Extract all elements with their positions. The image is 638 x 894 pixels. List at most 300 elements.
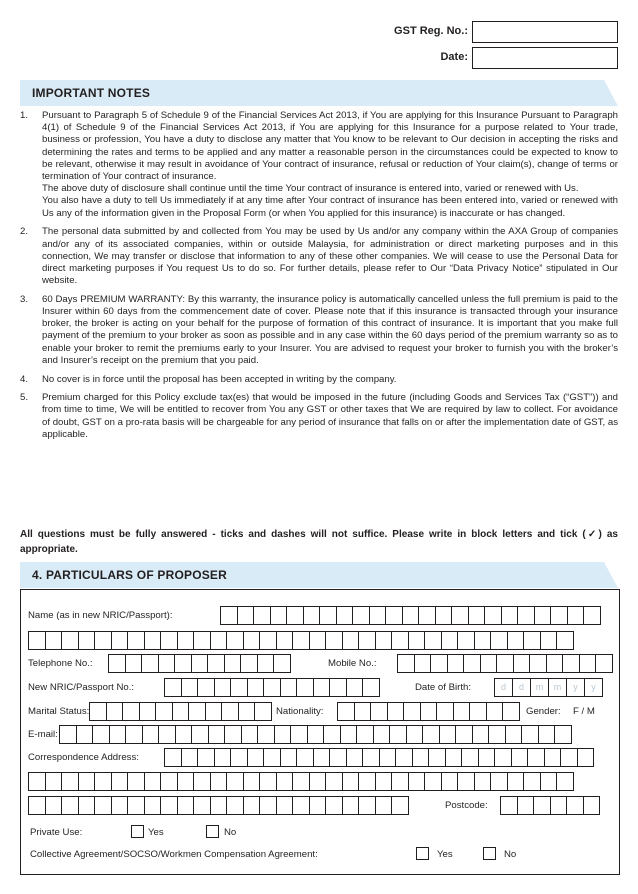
character-box[interactable] [238, 702, 256, 721]
character-box[interactable] [546, 654, 564, 673]
note-number: 1. [20, 110, 29, 121]
character-box[interactable] [224, 654, 242, 673]
character-box[interactable] [253, 606, 271, 625]
character-box[interactable] [214, 748, 232, 767]
date-label: Date: [440, 51, 468, 63]
character-box[interactable] [276, 631, 294, 650]
note-item [20, 226, 618, 287]
character-box[interactable] [424, 631, 442, 650]
character-box[interactable] [397, 654, 415, 673]
private-use-no-checkbox[interactable] [206, 825, 219, 838]
character-box[interactable] [61, 772, 79, 791]
character-box[interactable] [579, 654, 597, 673]
dob-cell[interactable]: d [494, 678, 513, 697]
proposer-section-title: 4. PARTICULARS OF PROPOSER [32, 568, 227, 582]
note-item [20, 110, 618, 220]
character-box[interactable] [550, 606, 568, 625]
character-box[interactable] [257, 654, 275, 673]
character-box[interactable] [141, 654, 159, 673]
character-box[interactable] [389, 725, 407, 744]
character-box[interactable] [340, 725, 358, 744]
character-box[interactable] [28, 796, 46, 815]
character-box[interactable] [463, 654, 481, 673]
character-box[interactable] [108, 654, 126, 673]
character-box[interactable] [224, 725, 242, 744]
character-box[interactable] [76, 725, 94, 744]
character-box[interactable] [362, 678, 380, 697]
character-box[interactable] [375, 772, 393, 791]
collective-yes-checkbox[interactable] [416, 847, 429, 860]
character-box[interactable] [408, 631, 426, 650]
character-box[interactable] [534, 606, 552, 625]
instructions-warning: All questions must be fully answered - ticks and dashes will not suffice. Please write in block letters and tick (✓) as appropriate. [20, 529, 618, 555]
character-box[interactable] [292, 796, 310, 815]
character-box[interactable] [274, 725, 292, 744]
character-box[interactable] [94, 772, 112, 791]
character-box[interactable] [403, 702, 421, 721]
character-box[interactable] [94, 631, 112, 650]
character-box[interactable] [441, 772, 459, 791]
character-box[interactable] [78, 631, 96, 650]
character-box[interactable] [325, 796, 343, 815]
character-box[interactable] [490, 772, 508, 791]
note-paragraph: Premium charged for this Policy exclude tax(es) that would be imposed in the future (including Goods and Services Tax (“GST”)) and from time to time, We will be entitled to recover from You any GST or other taxes that We are required by law to collect. For avoidance of doubt, GST on a pro-rata basis will be chargeable for any period of insurance that falls on or after the implementation date of GST, as applicable. [42, 392, 618, 440]
character-box[interactable] [45, 772, 63, 791]
character-box[interactable] [502, 702, 520, 721]
character-box[interactable] [484, 606, 502, 625]
character-box[interactable] [455, 725, 473, 744]
dob-cell[interactable]: y [566, 678, 585, 697]
character-box[interactable] [354, 702, 372, 721]
character-box[interactable] [237, 606, 255, 625]
character-box[interactable] [418, 606, 436, 625]
character-box[interactable] [290, 725, 308, 744]
note-paragraph: The personal data submitted by and collected from You may be used by Us and/or any company within the AXA Group of companies and/or any of its associated companies, within or outside Malaysia, for administration or direct marketing purposes and in this connection, We may transfer or disclose that information to any of these other companies. We will cease to use the Personal Data for direct marketing purposes if You request Us to do so. For further details, please refer to Our “Data Privacy Notice” stipulated in Our website. [42, 226, 618, 287]
note-item [20, 374, 618, 386]
dob-cell[interactable]: m [530, 678, 549, 697]
character-box[interactable] [280, 678, 298, 697]
character-box[interactable] [447, 654, 465, 673]
character-box[interactable] [507, 772, 525, 791]
private-use-yes-label: Yes [148, 827, 164, 838]
address-boxes-row3[interactable] [28, 796, 408, 815]
character-box[interactable] [583, 606, 601, 625]
note-paragraph: 60 Days PREMIUM WARRANTY: By this warranty, the insurance policy is automatically cancelled unless the full premium is paid to the Insurer within 60 days from the commencement date of cover. Please note that if this insurance is transacted through your insurance broker, the broker is acting on your behalf for the purpose of formation of this contract of insurance. It is important that you make full payment of the premium to your broker as soon as possible and in any case within the 60 days period of the premium warranty so as to enable your broker to remit the premiums early to your Insurer. You are advised to request your broker to furnish you with the broker’s and Insurer’s receipt on the premium that you paid. [42, 293, 618, 366]
character-box[interactable] [191, 654, 209, 673]
mobile-boxes[interactable] [397, 654, 612, 673]
note-item [20, 294, 618, 367]
character-box[interactable] [296, 748, 314, 767]
character-box[interactable] [243, 796, 261, 815]
gender-options[interactable]: F / M [573, 706, 595, 717]
character-box[interactable] [595, 654, 613, 673]
character-box[interactable] [420, 702, 438, 721]
character-box[interactable] [567, 606, 585, 625]
character-box[interactable] [544, 748, 562, 767]
character-box[interactable] [313, 678, 331, 697]
character-box[interactable] [346, 678, 364, 697]
character-box[interactable] [385, 606, 403, 625]
character-box[interactable] [28, 772, 46, 791]
character-box[interactable] [111, 772, 129, 791]
character-box[interactable] [139, 702, 157, 721]
important-notes-title: IMPORTANT NOTES [32, 86, 151, 100]
gst-reg-row [0, 21, 638, 43]
nric-label: New NRIC/Passport No.: [28, 682, 135, 693]
character-box[interactable] [550, 796, 568, 815]
character-box[interactable] [303, 606, 321, 625]
character-box[interactable] [501, 606, 519, 625]
character-box[interactable] [566, 796, 584, 815]
character-box[interactable] [309, 631, 327, 650]
character-box[interactable] [325, 772, 343, 791]
character-box[interactable] [241, 725, 259, 744]
dob-cell[interactable]: d [512, 678, 531, 697]
character-box[interactable] [122, 702, 140, 721]
character-box[interactable] [144, 772, 162, 791]
character-box[interactable] [468, 606, 486, 625]
character-box[interactable] [556, 772, 574, 791]
character-box[interactable] [230, 748, 248, 767]
character-box[interactable] [197, 748, 215, 767]
nationality-boxes[interactable] [337, 702, 519, 721]
proposer-form [20, 589, 620, 875]
character-box[interactable] [111, 796, 129, 815]
mobile-label: Mobile No.: [328, 658, 377, 669]
character-box[interactable] [441, 631, 459, 650]
character-box[interactable] [523, 772, 541, 791]
character-box[interactable] [28, 631, 46, 650]
character-box[interactable] [160, 631, 178, 650]
character-box[interactable] [59, 725, 77, 744]
character-box[interactable] [373, 725, 391, 744]
character-box[interactable] [197, 678, 215, 697]
character-box[interactable] [439, 725, 457, 744]
character-box[interactable] [144, 631, 162, 650]
character-box[interactable] [226, 796, 244, 815]
character-box[interactable] [505, 725, 523, 744]
name-boxes-row1[interactable] [220, 606, 600, 625]
note-number: 5. [20, 392, 29, 404]
note-paragraph: Pursuant to Paragraph 5 of Schedule 9 of the Financial Services Act 2013, if You are applying for this Insurance Pursuant to Paragraph 4(1) of Schedule 9 of the Financial Services Act 2013, if You are applying for this Insurance for a purpose related to Your trade, business or profession, You have a duty to disclose any matter that You know to be relevant to Our decision in accepting the risks and determining the rates and terms to be applied and any matter a reasonable person in the circumstances could be expected to know to be relevant, otherwise it may result in avoidance of Your contract of insurance, refusal or reduction of Your claim(s), change of terms or termination of Your contract of insurance. [42, 110, 618, 183]
marital-status-boxes[interactable] [89, 702, 271, 721]
character-box[interactable] [172, 702, 190, 721]
email-boxes[interactable] [59, 725, 571, 744]
character-box[interactable] [111, 631, 129, 650]
character-box[interactable] [358, 796, 376, 815]
note-number: 4. [20, 373, 29, 385]
character-box[interactable] [453, 702, 471, 721]
character-box[interactable] [480, 654, 498, 673]
character-box[interactable] [175, 725, 193, 744]
character-box[interactable] [313, 748, 331, 767]
character-box[interactable] [220, 606, 238, 625]
address-boxes-row1[interactable] [164, 748, 593, 767]
nationality-label: Nationality: [276, 706, 324, 717]
character-box[interactable] [478, 748, 496, 767]
character-box[interactable] [109, 725, 127, 744]
character-box[interactable] [370, 702, 388, 721]
character-box[interactable] [263, 748, 281, 767]
character-box[interactable] [358, 772, 376, 791]
character-box[interactable] [208, 725, 226, 744]
character-box[interactable] [358, 631, 376, 650]
collective-agreement-label: Collective Agreement/SOCSO/Workmen Compensation Agreement: [30, 849, 318, 860]
character-box[interactable] [523, 631, 541, 650]
character-box[interactable] [181, 678, 199, 697]
character-box[interactable] [280, 748, 298, 767]
postcode-boxes[interactable] [500, 796, 599, 815]
character-box[interactable] [428, 748, 446, 767]
character-box[interactable] [158, 654, 176, 673]
character-box[interactable] [540, 772, 558, 791]
character-box[interactable] [296, 678, 314, 697]
character-box[interactable] [193, 631, 211, 650]
character-box[interactable] [127, 772, 145, 791]
character-box[interactable] [160, 772, 178, 791]
character-box[interactable] [207, 654, 225, 673]
character-box[interactable] [461, 748, 479, 767]
character-box[interactable] [362, 748, 380, 767]
character-box[interactable] [538, 725, 556, 744]
character-box[interactable] [457, 772, 475, 791]
character-box[interactable] [391, 796, 409, 815]
character-box[interactable] [457, 631, 475, 650]
character-box[interactable] [369, 606, 387, 625]
character-box[interactable] [226, 631, 244, 650]
character-box[interactable] [155, 702, 173, 721]
character-box[interactable] [188, 702, 206, 721]
character-box[interactable] [309, 796, 327, 815]
character-box[interactable] [270, 606, 288, 625]
character-box[interactable] [177, 631, 195, 650]
character-box[interactable] [583, 796, 601, 815]
note-item [20, 392, 618, 441]
character-box[interactable] [78, 796, 96, 815]
character-box[interactable] [517, 796, 535, 815]
character-box[interactable] [142, 725, 160, 744]
character-box[interactable] [125, 725, 143, 744]
character-box[interactable] [445, 748, 463, 767]
character-box[interactable] [94, 796, 112, 815]
character-box[interactable] [45, 631, 63, 650]
character-box[interactable] [230, 678, 248, 697]
character-box[interactable] [560, 748, 578, 767]
proposer-section-banner [20, 562, 618, 588]
character-box[interactable] [240, 654, 258, 673]
character-box[interactable] [486, 702, 504, 721]
character-box[interactable] [521, 725, 539, 744]
character-box[interactable] [160, 796, 178, 815]
character-box[interactable] [507, 631, 525, 650]
private-use-label: Private Use: [30, 827, 83, 838]
character-box[interactable] [263, 678, 281, 697]
character-box[interactable] [406, 725, 424, 744]
character-box[interactable] [451, 606, 469, 625]
name-label: Name (as in new NRIC/Passport): [28, 610, 173, 621]
character-box[interactable] [342, 796, 360, 815]
character-box[interactable] [529, 654, 547, 673]
character-box[interactable] [408, 772, 426, 791]
address-boxes-row2[interactable] [28, 772, 573, 791]
character-box[interactable] [292, 631, 310, 650]
character-box[interactable] [513, 654, 531, 673]
character-box[interactable] [78, 772, 96, 791]
character-box[interactable] [259, 631, 277, 650]
character-box[interactable] [193, 772, 211, 791]
character-box[interactable] [554, 725, 572, 744]
character-box[interactable] [210, 772, 228, 791]
character-box[interactable] [276, 772, 294, 791]
character-box[interactable] [127, 631, 145, 650]
character-box[interactable] [164, 678, 182, 697]
character-box[interactable] [342, 631, 360, 650]
note-paragraph: The above duty of disclosure shall continue until the time Your contract of insurance is entered into, varied or renewed with Us. [42, 183, 579, 195]
collective-no-checkbox[interactable] [483, 847, 496, 860]
dob-cell[interactable]: m [548, 678, 567, 697]
character-box[interactable] [286, 606, 304, 625]
note-paragraph: You also have a duty to tell Us immediately if at any time after Your contract of insurance has been entered into, varied or renewed with Us any of the information given in the Proposal Form (or when You applied for this insurance) is inaccurate or has changed. [42, 195, 618, 219]
character-box[interactable] [92, 725, 110, 744]
character-box[interactable] [436, 702, 454, 721]
character-box[interactable] [375, 631, 393, 650]
character-box[interactable] [329, 678, 347, 697]
dob-label: Date of Birth: [415, 682, 471, 693]
character-box[interactable] [422, 725, 440, 744]
character-box[interactable] [346, 748, 364, 767]
character-box[interactable] [342, 772, 360, 791]
note-paragraph: No cover is in force until the proposal has been accepted in writing by the company. [42, 373, 397, 385]
character-box[interactable] [221, 702, 239, 721]
gender-label: Gender: [526, 706, 561, 717]
character-box[interactable] [488, 725, 506, 744]
character-box[interactable] [144, 796, 162, 815]
character-box[interactable] [412, 748, 430, 767]
character-box[interactable] [254, 702, 272, 721]
character-box[interactable] [181, 748, 199, 767]
character-box[interactable] [496, 654, 514, 673]
dob-cell[interactable]: y [584, 678, 603, 697]
character-box[interactable] [191, 725, 209, 744]
character-box[interactable] [323, 725, 341, 744]
character-box[interactable] [243, 772, 261, 791]
character-box[interactable] [61, 631, 79, 650]
character-box[interactable] [424, 772, 442, 791]
character-box[interactable] [533, 796, 551, 815]
gst-reg-input[interactable] [472, 21, 618, 43]
character-box[interactable] [319, 606, 337, 625]
character-box[interactable] [247, 748, 265, 767]
character-box[interactable] [292, 772, 310, 791]
character-box[interactable] [273, 654, 291, 673]
character-box[interactable] [387, 702, 405, 721]
character-box[interactable] [127, 796, 145, 815]
character-box[interactable] [352, 606, 370, 625]
character-box[interactable] [61, 796, 79, 815]
character-box[interactable] [540, 631, 558, 650]
character-box[interactable] [89, 702, 107, 721]
character-box[interactable] [276, 796, 294, 815]
character-box[interactable] [500, 796, 518, 815]
character-box[interactable] [125, 654, 143, 673]
collective-no-label: No [504, 849, 517, 860]
character-box[interactable] [577, 748, 595, 767]
character-box[interactable] [45, 796, 63, 815]
nric-boxes[interactable] [164, 678, 379, 697]
character-box[interactable] [325, 631, 343, 650]
important-notes-list [20, 110, 618, 448]
character-box[interactable] [494, 748, 512, 767]
character-box[interactable] [259, 796, 277, 815]
character-box[interactable] [375, 796, 393, 815]
character-box[interactable] [309, 772, 327, 791]
character-box[interactable] [259, 772, 277, 791]
private-use-yes-checkbox[interactable] [131, 825, 144, 838]
character-box[interactable] [329, 748, 347, 767]
collective-yes-label: Yes [437, 849, 453, 860]
character-box[interactable] [474, 631, 492, 650]
note-number: 3. [20, 293, 29, 305]
character-box[interactable] [356, 725, 374, 744]
character-box[interactable] [214, 678, 232, 697]
character-box[interactable] [402, 606, 420, 625]
character-box[interactable] [391, 631, 409, 650]
address-label: Correspondence Address: [28, 752, 139, 763]
character-box[interactable] [164, 748, 182, 767]
character-box[interactable] [177, 796, 195, 815]
character-box[interactable] [379, 748, 397, 767]
character-box[interactable] [337, 702, 355, 721]
character-box[interactable] [469, 702, 487, 721]
character-box[interactable] [174, 654, 192, 673]
character-box[interactable] [177, 772, 195, 791]
character-box[interactable] [257, 725, 275, 744]
date-input[interactable] [472, 47, 618, 69]
character-box[interactable] [527, 748, 545, 767]
date-row [0, 47, 638, 69]
note-number: 2. [20, 226, 29, 238]
character-box[interactable] [556, 631, 574, 650]
character-box[interactable] [562, 654, 580, 673]
character-box[interactable] [307, 725, 325, 744]
postcode-label: Postcode: [445, 800, 488, 811]
character-box[interactable] [336, 606, 354, 625]
character-box[interactable] [158, 725, 176, 744]
character-box[interactable] [435, 606, 453, 625]
character-box[interactable] [210, 631, 228, 650]
character-box[interactable] [106, 702, 124, 721]
character-box[interactable] [391, 772, 409, 791]
character-box[interactable] [511, 748, 529, 767]
dob-boxes[interactable] [494, 678, 602, 697]
character-box[interactable] [414, 654, 432, 673]
character-box[interactable] [490, 631, 508, 650]
character-box[interactable] [395, 748, 413, 767]
character-box[interactable] [247, 678, 265, 697]
character-box[interactable] [517, 606, 535, 625]
character-box[interactable] [210, 796, 228, 815]
character-box[interactable] [193, 796, 211, 815]
character-box[interactable] [205, 702, 223, 721]
character-box[interactable] [472, 725, 490, 744]
marital-status-label: Marital Status: [28, 706, 90, 717]
character-box[interactable] [226, 772, 244, 791]
character-box[interactable] [474, 772, 492, 791]
character-box[interactable] [430, 654, 448, 673]
name-boxes-row2[interactable] [28, 631, 573, 650]
telephone-boxes[interactable] [108, 654, 290, 673]
character-box[interactable] [243, 631, 261, 650]
